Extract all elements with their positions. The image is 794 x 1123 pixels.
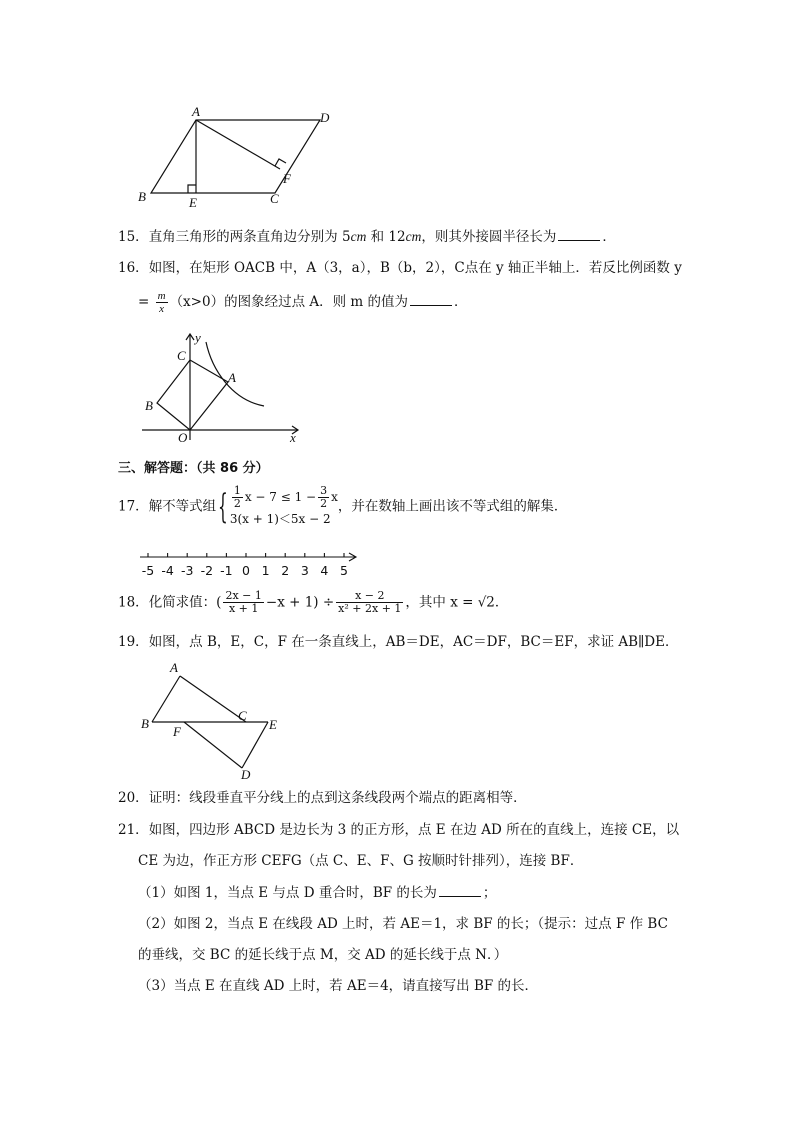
segment-ac: [180, 676, 246, 722]
number-line-tick-label: -4: [161, 563, 174, 578]
number-line-tick-label: -1: [220, 563, 233, 578]
question-number: 17．: [118, 498, 149, 515]
q16-text: （x>0）的图象经过点 A．则 m 的值为: [169, 294, 409, 310]
question-number: 16．: [118, 260, 149, 276]
frac-den: 2: [320, 497, 328, 510]
label-f: F: [283, 171, 291, 186]
frac-den: x² + 2x + 1: [338, 602, 402, 615]
question-number: 15．: [118, 229, 149, 245]
q15-text: ，则其外接圆半径长为: [421, 229, 557, 245]
question-16-line2: [138, 290, 468, 315]
question-15: [118, 228, 616, 246]
label-o: O: [178, 430, 188, 445]
label-f: F: [173, 724, 181, 739]
frac-num: x − 2: [336, 590, 403, 603]
ineq-text: x: [331, 490, 338, 504]
question-number: 18．: [118, 594, 149, 611]
answer-blank[interactable]: [410, 293, 452, 306]
q19-text: 如图，点 B，E，C，F 在一条直线上，AB＝DE，AC＝DF，BC＝EF，求证 AB∥DE．: [148, 634, 679, 650]
number-line-tick-label: -2: [200, 563, 214, 578]
answer-blank[interactable]: [439, 884, 481, 897]
frac-num: 1: [233, 484, 241, 497]
label-a: A: [170, 660, 178, 675]
system-brace: {: [218, 486, 228, 527]
fraction-m-over-x: [156, 290, 168, 315]
segment-de: [242, 722, 268, 768]
ineq-text: x − 7 ≤ 1 −: [244, 490, 317, 504]
number-line-tick-label: -5: [141, 563, 155, 578]
label-y: y: [195, 330, 201, 345]
number-line-tick-label: -3: [180, 563, 194, 578]
right-angle-mark-f: [275, 159, 286, 166]
question-21-part2-line2: 的垂线，交 BC 的延长线于点 M，交 AD 的延长线于点 N．）: [138, 947, 508, 963]
q16-text: =: [138, 294, 150, 310]
label-d: D: [241, 767, 251, 782]
frac-den: 2: [233, 497, 241, 510]
triangles-figure: [138, 658, 288, 783]
answer-blank[interactable]: [558, 228, 600, 241]
fraction-1: [223, 590, 263, 615]
q18-text: −x + 1) ÷: [265, 594, 335, 611]
q15-unit: cm: [350, 229, 367, 244]
rectangle-hyperbola-figure: [140, 330, 315, 445]
q16-text: 如图，在矩形 OACB 中，A（3，a），B（b，2），C点在 y 轴正半轴上．若反比例函数 y: [148, 260, 682, 276]
question-21-part1: [138, 884, 496, 902]
section-heading: 三、解答题：（共 86 分）: [118, 461, 269, 476]
segment-af: [196, 120, 280, 169]
label-c: C: [270, 191, 279, 206]
label-b: B: [141, 716, 149, 731]
parallelogram-figure: [130, 105, 340, 210]
label-e: E: [189, 195, 197, 210]
q21-text: ；: [482, 885, 497, 901]
inequality-2: 3(x + 1)＜5x − 2: [229, 512, 331, 526]
number-line-tick-label: 4: [320, 563, 329, 578]
label-a: A: [228, 370, 236, 385]
label-c: C: [177, 348, 186, 363]
label-e: E: [269, 717, 277, 732]
q18-text: 化简求值：(: [148, 594, 222, 611]
question-21-part2-line1: （2）如图 2，当点 E 在线段 AD 上时，若 AE＝1，求 BF 的长；（提示：过点 F 作 BC: [138, 916, 668, 932]
parallelogram-abcd: [151, 120, 320, 193]
question-17: [118, 485, 567, 528]
frac-num: m: [157, 290, 166, 302]
question-20: [118, 789, 527, 807]
segment-fd: [184, 722, 242, 768]
question-19: [118, 633, 678, 651]
label-x: x: [290, 430, 296, 445]
frac-num: 2x − 1: [225, 589, 262, 602]
segment-ab: [152, 676, 180, 722]
label-c: C: [238, 708, 247, 723]
label-d: D: [320, 110, 330, 125]
q21-text: 如图，四边形 ABCD 是边长为 3 的正方形，点 E 在边 AD 所在的直线上，连接 CE，以: [148, 822, 680, 838]
question-16-line1: [118, 259, 682, 277]
frac-den: x: [159, 303, 165, 315]
inequality-1: [230, 485, 338, 510]
number-line-tick-label: 0: [242, 563, 250, 578]
label-b: B: [145, 398, 153, 413]
q15-unit: cm: [405, 229, 422, 244]
number-line-tick-label: 5: [340, 563, 348, 578]
q15-text: ．: [602, 229, 616, 245]
number-line-tick-label: 2: [281, 563, 290, 578]
q17-text: ，并在数轴上画出该不等式组的解集．: [337, 498, 568, 515]
question-number: 21．: [118, 822, 149, 838]
q16-text: ．: [454, 294, 468, 310]
q15-text: 直角三角形的两条直角边分别为 5: [148, 229, 351, 245]
question-21-part3: （3）当点 E 在直线 AD 上时，若 AE＝4，请直接写出 BF 的长．: [138, 978, 539, 994]
q18-text: ，其中 x = √2．: [405, 594, 509, 611]
number-line-tick-label: 3: [300, 563, 309, 578]
inequality-system: [230, 485, 338, 528]
question-18: [118, 590, 508, 615]
q20-text: 证明：线段垂直平分线上的点到这条线段两个端点的距离相等．: [148, 790, 527, 806]
frac-den: x + 1: [228, 602, 259, 615]
question-number: 20．: [118, 790, 149, 806]
fraction-2: [336, 590, 403, 615]
label-b: B: [138, 189, 146, 204]
number-line: [138, 548, 368, 580]
number-line-tick-label: 1: [261, 563, 270, 578]
q17-text: 解不等式组: [148, 498, 217, 515]
question-21-line2: CE 为边，作正方形 CEFG（点 C、E、F、G 按顺时针排列），连接 BF．: [138, 853, 584, 869]
right-angle-mark-e: [188, 185, 196, 193]
q21-text: （1）如图 1，当点 E 与点 D 重合时，BF 的长为: [138, 885, 437, 901]
label-a: A: [192, 105, 200, 119]
question-21-line1: [118, 821, 679, 839]
q15-text: 和 12: [366, 229, 406, 245]
frac-num: 3: [320, 484, 328, 497]
question-number: 19．: [118, 634, 149, 650]
